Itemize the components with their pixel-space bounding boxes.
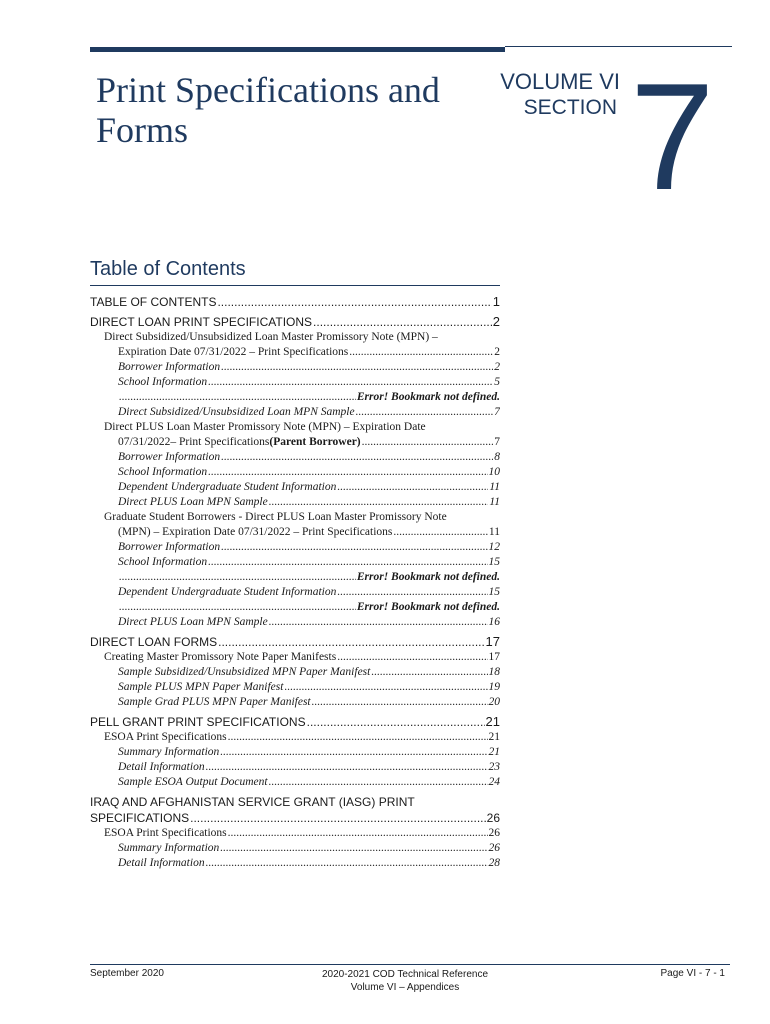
toc-entry-title: TABLE OF CONTENTS xyxy=(90,295,217,309)
toc-entry[interactable] xyxy=(90,435,500,450)
toc-entry[interactable] xyxy=(90,615,500,630)
toc-entry-title: SPECIFICATIONS xyxy=(90,811,190,825)
toc-entry[interactable] xyxy=(90,650,500,665)
toc-entry[interactable] xyxy=(90,465,500,480)
toc-dot-leader xyxy=(217,294,491,310)
toc-entry-page: Error! Bookmark not defined. xyxy=(356,601,500,613)
section-number: 7 xyxy=(630,52,715,222)
toc-entry[interactable] xyxy=(90,405,500,420)
footer-reference-title: 2020-2021 COD Technical Reference xyxy=(321,969,489,980)
toc-entry[interactable] xyxy=(90,745,500,760)
toc-dot-leader xyxy=(337,585,487,600)
toc-entry-page: 23 xyxy=(488,761,500,773)
volume-label: VOLUME VI xyxy=(500,69,620,94)
toc-entry-page: 11 xyxy=(489,481,500,493)
toc-entry-title: (MPN) – Expiration Date 07/31/2022 – Print Specifications xyxy=(118,526,393,538)
toc-entry-title: Sample ESOA Output Document xyxy=(118,776,268,788)
toc-entry-page: 21 xyxy=(488,731,500,743)
toc-entry-title: School Information xyxy=(118,556,208,568)
header-rule-thin xyxy=(505,46,732,47)
toc-dot-leader xyxy=(349,345,493,360)
toc-entry[interactable] xyxy=(90,695,500,710)
toc-dot-leader xyxy=(337,480,488,495)
toc-dot-leader xyxy=(269,495,489,510)
toc-entry-title: DIRECT LOAN FORMS xyxy=(90,635,218,649)
toc-entry-title: Graduate Student Borrowers - Direct PLUS Loan Master Promissory Note xyxy=(104,511,447,523)
toc-entry[interactable] xyxy=(90,480,500,495)
toc-entry[interactable] xyxy=(90,345,500,360)
toc-dot-leader xyxy=(206,760,488,775)
toc-entry[interactable] xyxy=(90,570,500,585)
toc-entry[interactable] xyxy=(90,330,500,345)
toc-dot-leader xyxy=(284,680,487,695)
toc-entry-page: Error! Bookmark not defined. xyxy=(356,391,500,403)
toc-entry-title: Direct Subsidized/Unsubsidized Loan MPN Sample xyxy=(118,406,355,418)
header-rule-thick xyxy=(90,47,505,52)
footer-page-number: Page VI - 7 - 1 xyxy=(660,968,725,979)
toc-entry-title: Summary Information xyxy=(118,842,220,854)
toc-entry-page: 7 xyxy=(494,436,500,448)
toc-heading: Table of Contents xyxy=(90,258,246,280)
toc-entry-page: 21 xyxy=(488,746,500,758)
toc-entry-title: School Information xyxy=(118,466,208,478)
toc-entry[interactable] xyxy=(90,760,500,775)
toc-dot-leader xyxy=(269,775,488,790)
toc-entry-page: 5 xyxy=(494,376,500,388)
toc-dot-leader xyxy=(220,841,487,856)
toc-entry-page: 1 xyxy=(492,294,500,309)
toc-entry-title: Dependent Undergraduate Student Information xyxy=(118,481,337,493)
toc-dot-leader xyxy=(206,856,488,871)
footer-reference-volume: Volume VI – Appendices xyxy=(350,982,460,993)
toc-entry-page: 2 xyxy=(494,361,500,373)
toc-heading-rule xyxy=(90,285,500,286)
footer-date: September 2020 xyxy=(90,968,164,979)
toc-entry-title: PELL GRANT PRINT SPECIFICATIONS xyxy=(90,715,306,729)
toc-entry-title: IRAQ AND AFGHANISTAN SERVICE GRANT (IASG) PRINT xyxy=(90,795,415,809)
toc-entry-title: Borrower Information xyxy=(118,361,221,373)
toc-entry-page: 15 xyxy=(488,556,500,568)
toc-entry-title: Summary Information xyxy=(118,746,220,758)
toc-entry-title: Direct Subsidized/Unsubsidized Loan Master Promissory Note (MPN) – xyxy=(104,331,438,343)
toc-entry-title: Direct PLUS Loan MPN Sample xyxy=(118,496,268,508)
toc-entry[interactable] xyxy=(90,585,500,600)
footer-rule xyxy=(90,964,730,965)
toc-entry-page: 26 xyxy=(488,827,500,839)
toc-entry-page: 2 xyxy=(492,314,500,329)
toc-entry[interactable] xyxy=(90,360,500,375)
toc-entry[interactable] xyxy=(90,856,500,871)
table-of-contents xyxy=(90,290,500,871)
toc-entry-title: Borrower Information xyxy=(118,541,221,553)
toc-entry-page: 12 xyxy=(488,541,500,553)
toc-entry-page: 19 xyxy=(488,681,500,693)
toc-entry[interactable] xyxy=(90,555,500,570)
toc-entry-page: 15 xyxy=(488,586,500,598)
toc-entry[interactable] xyxy=(90,634,500,650)
toc-entry[interactable] xyxy=(90,375,500,390)
toc-entry-title: Sample Grad PLUS MPN Paper Manifest xyxy=(118,696,311,708)
toc-entry-page: 11 xyxy=(488,526,500,538)
toc-entry[interactable] xyxy=(90,420,500,435)
toc-entry-page: 17 xyxy=(485,634,500,649)
toc-entry[interactable] xyxy=(90,540,500,555)
toc-dot-leader xyxy=(221,540,487,555)
toc-dot-leader xyxy=(313,314,492,330)
toc-entry-title: Borrower Information xyxy=(118,451,221,463)
toc-entry[interactable] xyxy=(90,600,500,615)
toc-dot-leader xyxy=(221,450,493,465)
toc-entry[interactable] xyxy=(90,775,500,790)
toc-dot-leader xyxy=(356,405,494,420)
toc-entry[interactable] xyxy=(90,794,500,810)
toc-dot-leader xyxy=(190,810,486,826)
toc-entry-page: Error! Bookmark not defined. xyxy=(356,571,500,583)
toc-entry[interactable] xyxy=(90,810,500,826)
section-label: SECTION xyxy=(523,96,617,119)
toc-entry-title: DIRECT LOAN PRINT SPECIFICATIONS xyxy=(90,315,313,329)
toc-entry[interactable] xyxy=(90,525,500,540)
footer-reference xyxy=(290,968,520,994)
toc-entry[interactable] xyxy=(90,450,500,465)
toc-entry-title: Expiration Date 07/31/2022 – Print Specifications xyxy=(118,346,349,358)
toc-dot-leader xyxy=(228,730,488,745)
toc-entry[interactable] xyxy=(90,841,500,856)
toc-dot-leader xyxy=(337,650,487,665)
toc-entry-page: 24 xyxy=(488,776,500,788)
toc-dot-leader xyxy=(119,390,356,405)
toc-entry-title: Sample PLUS MPN Paper Manifest xyxy=(118,681,284,693)
toc-entry-title: ESOA Print Specifications xyxy=(104,827,227,839)
toc-entry-title: Direct PLUS Loan MPN Sample xyxy=(118,616,268,628)
toc-dot-leader xyxy=(119,600,356,615)
toc-dot-leader xyxy=(269,615,488,630)
toc-entry-page: 16 xyxy=(488,616,500,628)
toc-dot-leader xyxy=(208,375,493,390)
toc-entry-bold-suffix: (Parent Borrower) xyxy=(269,436,361,448)
toc-entry-page: 21 xyxy=(485,714,500,729)
toc-dot-leader xyxy=(119,570,356,585)
toc-entry[interactable] xyxy=(90,314,500,330)
toc-dot-leader xyxy=(307,714,485,730)
toc-entry-page: 20 xyxy=(488,696,500,708)
toc-entry-title: Creating Master Promissory Note Paper Manifests xyxy=(104,651,337,663)
toc-entry-page: 7 xyxy=(494,406,500,418)
toc-entry-title: 07/31/2022– Print Specifications xyxy=(118,436,270,448)
toc-entry-title: Detail Information xyxy=(118,857,205,869)
toc-entry-title: Direct PLUS Loan Master Promissory Note (MPN) – Expiration Date xyxy=(104,421,426,433)
toc-entry[interactable] xyxy=(90,665,500,680)
toc-entry[interactable] xyxy=(90,680,500,695)
toc-entry-page: 8 xyxy=(494,451,500,463)
toc-dot-leader xyxy=(393,525,488,540)
toc-entry-page: 2 xyxy=(494,346,500,358)
toc-entry-page: 17 xyxy=(488,651,500,663)
toc-entry-title: School Information xyxy=(118,376,208,388)
toc-dot-leader xyxy=(208,465,487,480)
toc-dot-leader xyxy=(221,360,493,375)
toc-entry[interactable] xyxy=(90,495,500,510)
toc-entry-page: 28 xyxy=(488,857,500,869)
toc-entry-title: ESOA Print Specifications xyxy=(104,731,227,743)
toc-dot-leader xyxy=(362,435,494,450)
toc-entry-page: 10 xyxy=(488,466,500,478)
toc-dot-leader xyxy=(312,695,488,710)
toc-entry-page: 11 xyxy=(489,496,500,508)
toc-entry[interactable] xyxy=(90,826,500,841)
toc-dot-leader xyxy=(371,665,487,680)
toc-entry[interactable] xyxy=(90,390,500,405)
document-title: Print Specifications and Forms xyxy=(96,70,440,150)
toc-entry-page: 26 xyxy=(488,842,500,854)
toc-dot-leader xyxy=(228,826,488,841)
toc-entry-page: 26 xyxy=(486,811,500,825)
toc-dot-leader xyxy=(218,634,484,650)
toc-entry-title: Dependent Undergraduate Student Information xyxy=(118,586,337,598)
toc-entry-title: Detail Information xyxy=(118,761,205,773)
toc-entry[interactable] xyxy=(90,510,500,525)
toc-entry[interactable] xyxy=(90,730,500,745)
toc-dot-leader xyxy=(208,555,487,570)
toc-entry-page: 18 xyxy=(488,666,500,678)
toc-entry[interactable] xyxy=(90,714,500,730)
toc-dot-leader xyxy=(220,745,487,760)
toc-entry[interactable] xyxy=(90,294,500,310)
toc-entry-title: Sample Subsidized/Unsubsidized MPN Paper Manifest xyxy=(118,666,371,678)
